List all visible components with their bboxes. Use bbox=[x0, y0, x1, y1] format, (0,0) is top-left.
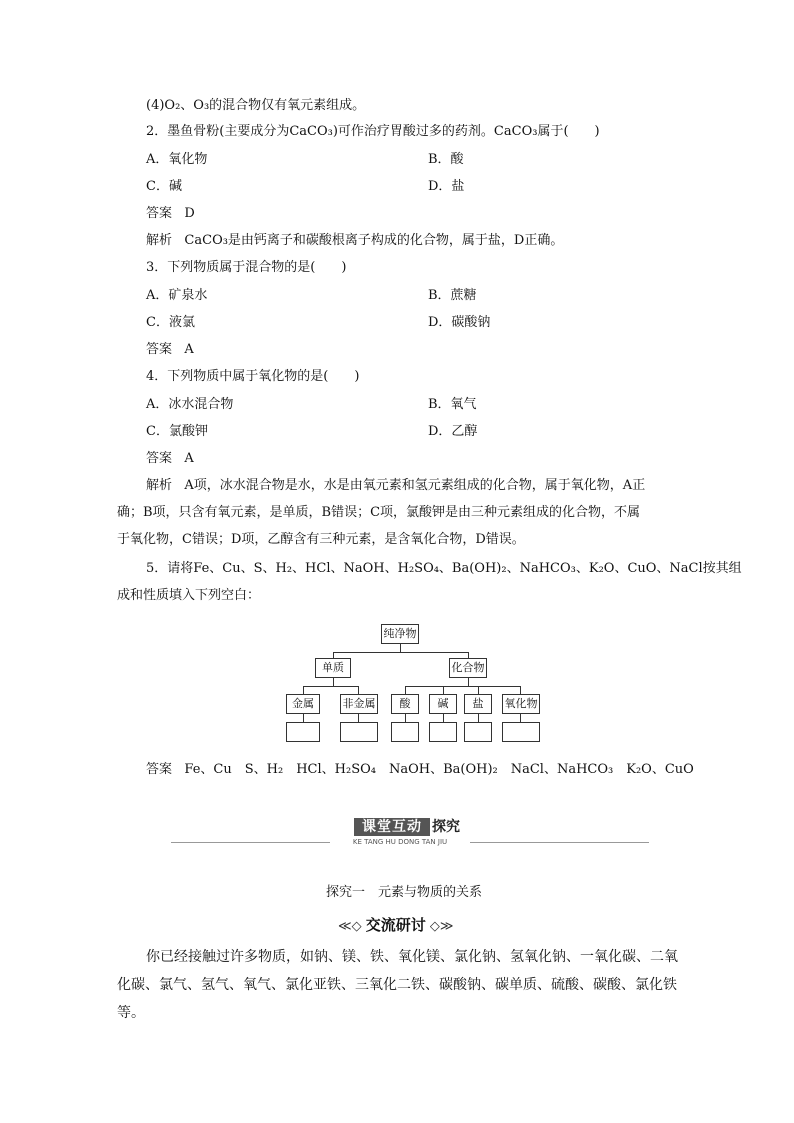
q4-analysis-line-2: 确；B项，只含有氧元素，是单质，B错误；C项，氯酸钾是由三种元素组成的化合物，不属 bbox=[117, 505, 641, 520]
tree-blank-oxide bbox=[502, 722, 540, 742]
tree-connector bbox=[333, 652, 468, 653]
tree-node-compound: 化合物 bbox=[449, 658, 487, 678]
tree-connector bbox=[520, 686, 521, 694]
q5-answer bbox=[146, 761, 694, 779]
analysis-text: A项，冰水混合物是水，水是由氧元素和氢元素组成的化合物，属于氧化物，A正 bbox=[184, 478, 646, 493]
analysis-label: 解析 bbox=[146, 233, 173, 248]
paragraph-line-2: 化碳、氯气、氢气、氧气、氯化亚铁、三氧化二铁、碳酸钠、碳单质、硫酸、碳酸、氯化铁 bbox=[117, 977, 677, 993]
tree-blank-acid bbox=[391, 722, 419, 742]
answer-value: Fe、Cu S、H₂ HCl、H₂SO₄ NaOH、Ba(OH)₂ NaCl、NaHCO₃ K₂O、CuO bbox=[184, 762, 694, 777]
section-title: 探究一 元素与物质的关系 bbox=[326, 885, 483, 900]
q2-stem: 2．墨鱼骨粉(主要成分为CaCO₃)可作治疗胃酸过多的药剂。CaCO₃属于( ) bbox=[146, 124, 600, 139]
tree-blank-metal bbox=[286, 722, 320, 742]
q4-answer bbox=[146, 450, 194, 468]
tree-connector bbox=[333, 678, 334, 686]
q3-option-c: C．液氯 bbox=[146, 315, 195, 330]
answer-label: 答案 bbox=[146, 342, 173, 357]
tree-blank-nonmetal bbox=[340, 722, 378, 742]
q1-item-4: (4)O₂、O₃的混合物仅有氧元素组成。 bbox=[146, 98, 366, 113]
analysis-label: 解析 bbox=[146, 478, 173, 493]
tree-connector bbox=[358, 686, 359, 694]
tree-blank-base bbox=[429, 722, 457, 742]
q5-stem-line-1: 5．请将Fe、Cu、S、H₂、HCl、NaOH、H₂SO₄、Ba(OH)₂、NaHCO₃、K₂O、CuO、NaCl按其组 bbox=[146, 561, 742, 576]
tree-node-simple: 单质 bbox=[315, 658, 351, 678]
q2-option-d: D．盐 bbox=[428, 179, 465, 194]
left-chevron-icon: ≪◇ bbox=[338, 919, 362, 934]
tree-node-root: 纯净物 bbox=[381, 624, 419, 644]
q4-analysis-line-1 bbox=[146, 477, 645, 495]
tree-connector bbox=[358, 714, 359, 722]
tree-connector bbox=[443, 714, 444, 722]
tree-connector bbox=[443, 686, 444, 694]
q4-option-d: D．乙醇 bbox=[428, 424, 478, 439]
q4-option-b: B．氧气 bbox=[428, 397, 477, 412]
paragraph-line-3: 等。 bbox=[117, 1005, 145, 1021]
answer-value: D bbox=[184, 206, 195, 221]
q3-answer bbox=[146, 341, 194, 359]
q2-analysis bbox=[146, 232, 563, 250]
q5-stem-line-2: 成和性质填入下列空白： bbox=[117, 588, 261, 603]
tree-connector bbox=[303, 714, 304, 722]
answer-value: A bbox=[184, 451, 194, 466]
q3-option-b: B．蔗糖 bbox=[428, 288, 477, 303]
tree-connector bbox=[478, 686, 479, 694]
tree-node-salt: 盐 bbox=[464, 694, 492, 714]
tree-connector bbox=[303, 686, 304, 694]
q3-option-d: D．碳酸钠 bbox=[428, 315, 491, 330]
answer-label: 答案 bbox=[146, 206, 173, 221]
tree-connector bbox=[468, 678, 469, 686]
q2-option-b: B．酸 bbox=[428, 152, 464, 167]
banner-pinyin: KE TANG HU DONG TAN JIU bbox=[330, 836, 470, 848]
paragraph-line-1: 你已经接触过许多物质，如钠、镁、铁、氧化镁、氯化钠、氢氧化钠、一氧化碳、二氧 bbox=[146, 949, 678, 965]
answer-value: A bbox=[184, 342, 194, 357]
tree-connector bbox=[303, 686, 359, 687]
analysis-text: CaCO₃是由钙离子和碳酸根离子构成的化合物，属于盐，D正确。 bbox=[184, 233, 564, 248]
tree-connector bbox=[478, 714, 479, 722]
q4-option-a: A．冰水混合物 bbox=[146, 397, 234, 412]
subsection-header bbox=[338, 914, 454, 934]
tree-connector bbox=[520, 714, 521, 722]
banner-title-plain: 探究 bbox=[432, 819, 460, 835]
tree-node-base: 碱 bbox=[429, 694, 457, 714]
tree-connector bbox=[405, 714, 406, 722]
subsection-title: 交流研讨 bbox=[365, 916, 426, 934]
q3-stem: 3．下列物质属于混合物的是( ) bbox=[146, 260, 347, 275]
tree-node-metal: 金属 bbox=[286, 694, 320, 714]
answer-label: 答案 bbox=[146, 762, 173, 777]
tree-blank-salt bbox=[464, 722, 492, 742]
banner-title-boxed: 课堂互动 bbox=[354, 818, 430, 836]
q2-option-c: C．碱 bbox=[146, 179, 182, 194]
q4-option-c: C．氯酸钾 bbox=[146, 424, 208, 439]
tree-connector bbox=[405, 686, 521, 687]
q2-answer bbox=[146, 205, 195, 223]
tree-connector bbox=[400, 644, 401, 652]
tree-node-acid: 酸 bbox=[391, 694, 419, 714]
tree-connector bbox=[405, 686, 406, 694]
q4-stem: 4．下列物质中属于氧化物的是( ) bbox=[146, 369, 360, 384]
right-chevron-icon: ◇≫ bbox=[429, 919, 454, 934]
q3-option-a: A．矿泉水 bbox=[146, 288, 208, 303]
tree-node-oxide: 氧化物 bbox=[502, 694, 540, 714]
q4-analysis-line-3: 于氧化物，C错误；D项，乙醇含有三种元素，是含氧化合物，D错误。 bbox=[117, 532, 525, 547]
tree-node-nonmetal: 非金属 bbox=[340, 694, 378, 714]
q2-option-a: A．氧化物 bbox=[146, 152, 208, 167]
answer-label: 答案 bbox=[146, 451, 173, 466]
